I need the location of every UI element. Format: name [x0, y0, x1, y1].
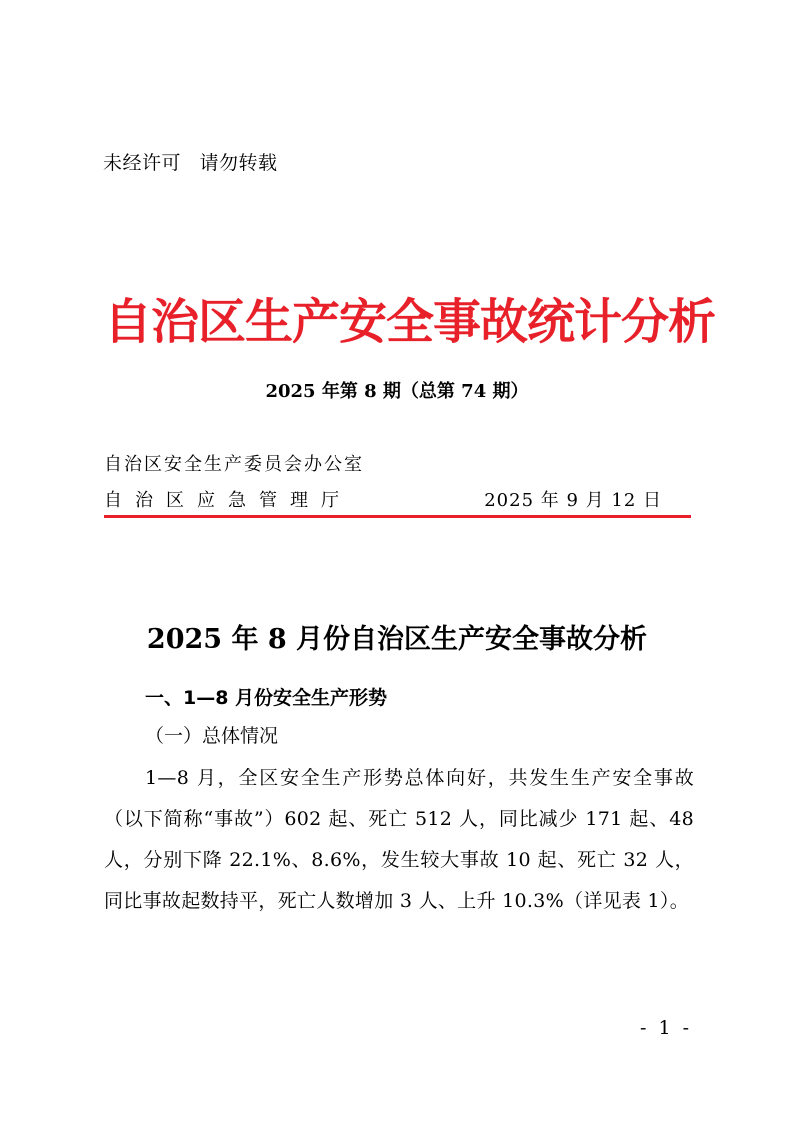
subsection-heading: （一）总体情况 — [145, 725, 279, 747]
copyright-notice: 未经许可 请勿转载 — [103, 152, 278, 174]
body-paragraph: 1—8 月，全区安全生产形势总体向好，共发生生产安全事故（以下简称“事故”）602 起、死亡 512 人，同比减少 171 起、48 人，分别下降 22.1%、8.6%，发生较大事故 10 起、死亡 32 人，同比事故起数持平，死亡人数增加 3 人、上升 10.3%（详见表 1）。 — [104, 767, 694, 912]
red-divider — [104, 515, 691, 518]
section-heading: 一、1—8 月份安全生产形势 — [145, 687, 388, 709]
issuer-committee-office: 自治区安全生产委员会办公室 — [104, 454, 364, 475]
masthead-title: 自治区生产安全事故统计分析 — [104, 294, 716, 350]
issuer-emergency-department: 自治区应急管理厅 — [104, 490, 352, 511]
issue-date: 2025 年 9 月 12 日 — [484, 490, 662, 511]
article-title: 2025 年 8 月份自治区生产安全事故分析 — [146, 624, 648, 655]
page-number: - 1 - — [639, 1017, 692, 1039]
issue-number: 2025 年第 8 期（总第 74 期） — [265, 381, 529, 402]
